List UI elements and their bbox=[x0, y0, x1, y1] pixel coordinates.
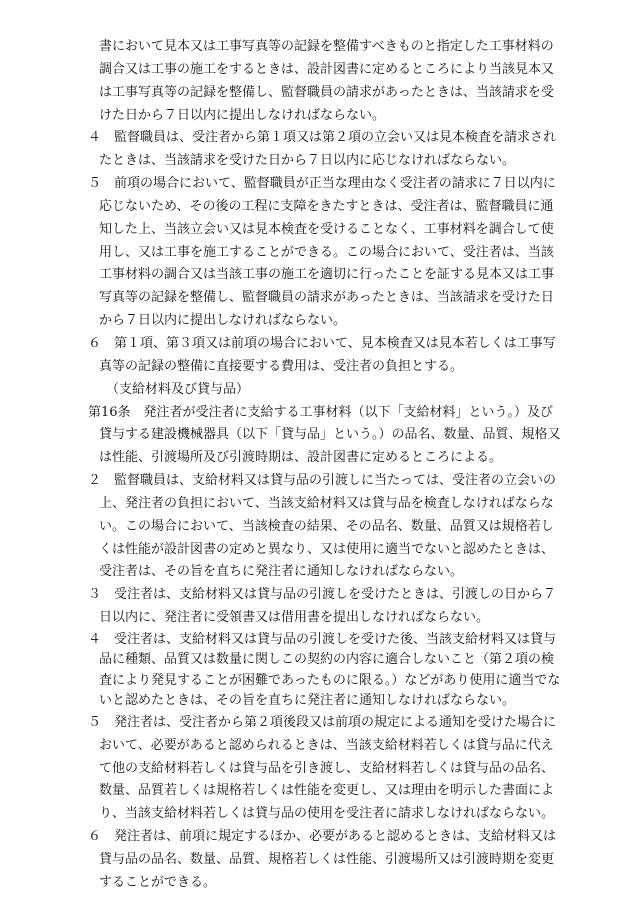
text-line: 品に種類、品質又は数量に関しこの契約の内容に適合しないこと（第２項の検 bbox=[99, 652, 555, 668]
article-16-paragraph-5-start: ５ 発注者は、受注者から第２項後段又は前項の規定による通知を受けた場合に bbox=[88, 714, 557, 730]
text-line: 調合又は工事の施工をするときは、設計図書に定めるところにより当該見本又 bbox=[99, 61, 555, 77]
article-16-paragraph-6-start: ６ 発注者は、前項に規定するほか、必要があると認めるときは、支給材料又は bbox=[88, 829, 557, 845]
text-line: て他の支給材料若しくは貸与品を引き渡し、支給材料若しくは貸与品の品名、 bbox=[99, 760, 555, 776]
text-line: 日以内に、発注者に受領書又は借用書を提出しなければならない。 bbox=[99, 610, 490, 626]
text-line: 真等の記録の整備に直接要する費用は、受注者の負担とする。 bbox=[99, 358, 464, 374]
article-16-paragraph-3-start: ３ 受注者は、支給材料又は貸与品の引渡しを受けたときは、引渡しの日から７ bbox=[88, 587, 557, 603]
article-16-paragraph-4-start: ４ 受注者は、支給材料又は貸与品の引渡しを受けた後、当該支給材料又は貸与 bbox=[88, 631, 557, 647]
text-line: おいて、必要があると認められるときは、当該支給材料若しくは貸与品に代え bbox=[99, 737, 554, 753]
text-line: 用し、又は工事を施工することができる。この場合において、受注者は、当該 bbox=[99, 244, 554, 260]
text-line: り、当該支給材料若しくは貸与品の使用を受注者に請求しなければならない。 bbox=[99, 806, 555, 822]
text-line: から７日以内に提出しなければならない。 bbox=[99, 313, 347, 329]
text-line: は性能、引渡場所及び引渡時期は、設計図書に定めるところによる。 bbox=[99, 450, 503, 466]
text-line: い。この場合において、当該検査の結果、その品名、数量、品質又は規格若し bbox=[99, 518, 554, 534]
article-16-paragraph-2-start: ２ 監督職員は、支給材料又は貸与品の引渡しに当たっては、受注者の立会いの bbox=[88, 473, 557, 489]
text-line: は工事写真等の記録を整備し、監督職員の請求があったときは、当該請求を受 bbox=[99, 84, 554, 100]
text-line: 数量、品質若しくは規格若しくは性能を変更し、又は理由を明示した書面によ bbox=[99, 783, 555, 799]
text-line: いと認めたときは、その旨を直ちに発注者に通知しなければならない。 bbox=[99, 693, 516, 709]
text-line: 上、発注者の負担において、当該支給材料又は貸与品を検査しなければならな bbox=[99, 495, 554, 511]
paragraph-5-start: ５ 前項の場合において、監督職員が正当な理由なく受注者の請求に７日以内に bbox=[88, 176, 556, 192]
text-line: 知した上、当該立会い又は見本検査を受けることなく、工事材料を調合して使 bbox=[99, 221, 554, 237]
text-line: することができる。 bbox=[99, 874, 217, 890]
article-heading: （支給材料及び貸与品） bbox=[106, 381, 250, 397]
text-line: 写真等の記録を整備し、監督職員の請求があったときは、当該請求を受けた日 bbox=[99, 290, 554, 306]
text-line: 受注者は、その旨を直ちに発注者に通知しなければならない。 bbox=[99, 564, 464, 580]
text-line: 書において見本又は工事写真等の記録を整備すべきものと指定した工事材料の bbox=[99, 39, 554, 54]
article-16-start: 第16条 発注者が受注者に支給する工事材料（以下「支給材料」という。）及び bbox=[88, 404, 554, 420]
text-line: 貸与する建設機械器具（以下「貸与品」という。）の品名、数量、品質、規格又 bbox=[99, 427, 561, 443]
text-line: 応じないため、その後の工程に支障をきたすときは、受注者は、監督職員に通 bbox=[99, 198, 554, 214]
contract-text-body bbox=[88, 36, 582, 895]
text-line: たときは、当該請求を受けた日から７日以内に応じなければならない。 bbox=[99, 153, 516, 169]
text-line: 工事材料の調合又は当該工事の施工を適切に行ったことを証する見本又は工事 bbox=[99, 267, 555, 283]
text-line: 貸与品の品名、数量、品質、規格若しくは性能、引渡場所又は引渡時期を変更 bbox=[99, 852, 555, 867]
text-line: けた日から７日以内に提出しなければならない。 bbox=[99, 107, 386, 123]
text-line: 査により発見することが困難であったものに限る。）などがあり使用に適当でな bbox=[99, 672, 561, 688]
paragraph-4-start: ４ 監督職員は、受注者から第１項又は第２項の立会い又は見本検査を請求され bbox=[88, 130, 557, 146]
text-line: くは性能が設計図書の定めと異なり、又は使用に適当でないと認めたときは、 bbox=[99, 541, 555, 557]
paragraph-6-start: ６ 第１項、第３項又は前項の場合において、見本検査又は見本若しくは工事写 bbox=[88, 335, 556, 351]
